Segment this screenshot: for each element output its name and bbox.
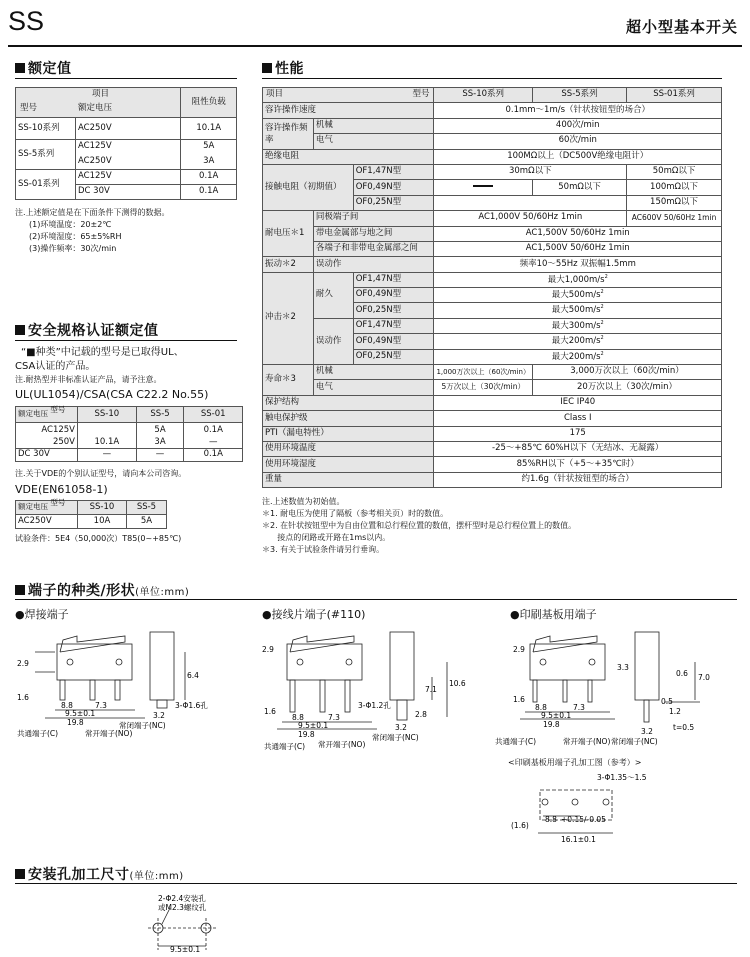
perf-label: 接触电阻（初期值） — [263, 164, 354, 210]
perf-label: 容许操作速度 — [263, 103, 434, 118]
perf-val: 最大$200m/s^2$ — [434, 334, 722, 349]
dim-label: 3-Φ1.2孔 — [358, 701, 391, 710]
perf-val: 150mΩ以下 — [627, 195, 722, 210]
rated-note: (3)操作频率：30次/min — [29, 244, 117, 253]
rated-h-item: 项目 — [92, 89, 110, 99]
perf-val: AC1,500V 50/60Hz 1min — [434, 226, 722, 241]
dim-label: 8.8 — [61, 701, 73, 710]
perf-val — [434, 195, 627, 210]
dim-label: 19.8 — [543, 720, 560, 729]
terminal-com — [533, 680, 537, 702]
terminal-com — [60, 680, 65, 700]
perf-table — [262, 87, 722, 488]
terminal-label-no: 常开端子(NO) — [563, 737, 611, 746]
dim-label: 2.9 — [262, 645, 274, 654]
safety-intro — [15, 346, 184, 374]
perf-val: AC1,000V 50/60Hz 1min — [434, 211, 627, 226]
dim-label: 3.2 — [153, 711, 165, 720]
side-view-body — [390, 632, 414, 700]
mount-hole-note: 2-Φ2.4安装孔 — [158, 894, 206, 903]
dim-label: 3-Φ1.6孔 — [175, 701, 208, 710]
terminal-label-nc: 常闭端子(NC) — [119, 721, 166, 730]
perf-label: 冲击＊2 — [263, 272, 314, 364]
perf-label: PTI（漏电特性） — [263, 426, 434, 441]
dim-label: 3-Φ1.35～1.5 — [597, 773, 647, 782]
safety-intro-note: 注.耐热型并非标准认证产品，请予注意。 — [15, 375, 162, 384]
side-view-terminal — [157, 700, 167, 708]
perf-sublabel: OF1,47N型 — [353, 318, 434, 333]
perf-val: 最大$200m/s^2$ — [434, 349, 722, 364]
perf-section-title: 性能 — [262, 58, 304, 78]
header-rule — [8, 45, 742, 47]
solder-terminal-drawing — [15, 622, 245, 747]
dim-label: t=0.5 — [673, 723, 695, 732]
perf-sublabel: OF1,47N型 — [353, 164, 434, 179]
rated-notes — [15, 207, 170, 255]
dim-label: 16.1±0.1 — [561, 835, 596, 844]
perf-val: 400次/min — [434, 118, 722, 133]
perf-sublabel: 机械 — [313, 365, 434, 380]
terminal-nc — [345, 680, 350, 712]
ul-voltage: DC 30V — [16, 449, 78, 462]
terminal-com — [290, 680, 295, 712]
perf-sublabel: 误动作 — [313, 318, 353, 364]
perf-sublabel: 耐久 — [313, 272, 353, 318]
series-code: SS — [8, 6, 45, 36]
terminal-label-com: 共通端子(C) — [17, 729, 59, 738]
switch-body — [287, 644, 362, 680]
perf-val: Class I — [434, 411, 722, 426]
side-view-terminal — [397, 700, 407, 720]
terminal-label-nc: 常闭端子(NC) — [611, 737, 658, 746]
dim-label: 9.5±0.1 — [65, 709, 96, 718]
perf-sublabel: OF0,49N型 — [353, 180, 434, 195]
rated-header-cell — [16, 88, 181, 118]
rated-load: 5A — [181, 140, 237, 155]
rated-rule — [15, 78, 237, 79]
dim-label: 2.9 — [513, 645, 525, 654]
perf-label: 触电保护级 — [263, 411, 434, 426]
ul-col: SS-5 — [136, 407, 184, 423]
perf-val: 1,000万次以上（60次/min） — [434, 365, 533, 380]
perf-sublabel: OF0,25N型 — [353, 349, 434, 364]
perf-col: SS-01系列 — [627, 88, 722, 103]
terminal-label-com: 共通端子(C) — [264, 742, 306, 751]
ul-val: 0.1A — [184, 449, 243, 462]
perf-val: 30mΩ以下 — [434, 164, 627, 179]
dim-label: 9.5±0.1 — [298, 721, 329, 730]
perf-note: ＊3. 有关于试验条件请另行垂询。 — [262, 545, 385, 554]
vde-col: SS-10 — [78, 501, 127, 515]
mount-hole-note: 或M2.3螺纹孔 — [158, 903, 207, 912]
dim-label: 3.2 — [395, 723, 407, 732]
vde-col: SS-5 — [126, 501, 166, 515]
rated-section-title: 额定值 — [15, 58, 72, 78]
mount-hole — [346, 659, 352, 665]
section-marker-icon — [15, 63, 25, 73]
dim-label: 0.6 — [676, 669, 688, 678]
terminal-label-no: 常开端子(NO) — [318, 740, 366, 749]
perf-val: 最大$1,000m/s^2$ — [434, 272, 722, 287]
side-view-body — [150, 632, 174, 700]
perf-val: 3,000万次以上（60次/min） — [532, 365, 721, 380]
perf-val: 50mΩ以下 — [532, 180, 626, 195]
dim-label: 3.2 — [641, 727, 653, 736]
dim-label: 0.5 — [661, 697, 673, 706]
dim-label: 10.6 — [449, 679, 466, 688]
mount-hole — [116, 659, 122, 665]
mount-hole — [297, 659, 303, 665]
dim-label: 1.6 — [513, 695, 525, 704]
perf-val: 5万次以上（30次/min） — [434, 380, 533, 395]
mount-section-title: 安装孔加工尺寸(单位:mm) — [15, 864, 184, 884]
perf-val: IEC IP40 — [434, 395, 722, 410]
perf-sublabel: 电气 — [313, 380, 434, 395]
dim-label: 7.1 — [425, 685, 437, 694]
ul-col: SS-10 — [78, 407, 137, 423]
rated-model: SS-10系列 — [16, 118, 76, 140]
rated-h-model: 型号 — [20, 103, 38, 113]
dim-label: 1.6 — [17, 693, 29, 702]
rated-load: 3A — [181, 155, 237, 170]
terminal-label-com: 共通端子(C) — [495, 737, 537, 746]
pcb-terminal-title: ●印刷基板用端子 — [510, 608, 597, 621]
dim-label: 2.9 — [17, 659, 29, 668]
terminal-label-nc: 常闭端子(NC) — [372, 733, 419, 742]
solder-terminal-title: ●焊接端子 — [15, 608, 69, 621]
rated-voltage: AC250V — [76, 118, 181, 140]
perf-val: 50mΩ以下 — [627, 164, 722, 179]
ul-val: 10.1A — [78, 423, 137, 449]
dim-label: 7.3 — [95, 701, 107, 710]
rated-table — [15, 87, 237, 200]
perf-label: 使用环境温度 — [263, 441, 434, 456]
mount-hole — [589, 659, 595, 665]
perf-sublabel: 误动作 — [313, 257, 434, 272]
dim-label: 6.4 — [187, 671, 199, 680]
perf-sublabel: OF0,25N型 — [353, 303, 434, 318]
perf-sublabel: OF0,25N型 — [353, 195, 434, 210]
rated-voltage: AC125V — [76, 140, 181, 155]
perf-val: 100MΩ以上（DC500V绝缘电阻计） — [434, 149, 722, 164]
ul-table — [15, 406, 243, 462]
rated-h-load: 阻性负载 — [181, 88, 237, 118]
terminal-no — [320, 680, 325, 712]
rated-model: SS-01系列 — [16, 170, 76, 200]
tab-terminal-title: ●接线片端子(#110) — [262, 608, 366, 621]
perf-sublabel: 各端子和非带电金属部之间 — [313, 241, 434, 256]
ul-val: 0.1A — — [184, 423, 243, 449]
mount-pitch-label: 9.5±0.1 — [170, 945, 201, 954]
perf-label: 绝缘电阻 — [263, 149, 434, 164]
pcb-hole-drawing — [505, 770, 665, 845]
dim-label: 8.8 — [535, 703, 547, 712]
tab-terminal-drawing — [262, 622, 492, 757]
safety-section-title: 安全规格认证额定值 — [15, 320, 159, 340]
rated-voltage: AC125V — [76, 170, 181, 185]
dim-label: 1.6 — [264, 707, 276, 716]
side-view-body — [635, 632, 659, 700]
perf-sublabel: OF1,47N型 — [353, 272, 434, 287]
perf-val: 最大$300m/s^2$ — [434, 318, 722, 333]
perf-sublabel: OF0,49N型 — [353, 334, 434, 349]
perf-note: ＊1. 耐电压为使用了隔板（参考相关页）时的数值。 — [262, 509, 449, 518]
ul-col: SS-01 — [184, 407, 243, 423]
dim-label: +0.15/-0.05 — [561, 815, 606, 824]
perf-label: 保护结构 — [263, 395, 434, 410]
perf-note: ＊2. 在针状按钮型中为自由位置和总行程位置的数值，摆杆型时是总行程位置上的数值。 — [262, 521, 577, 530]
terminals-rule — [15, 599, 737, 600]
rated-voltage: DC 30V — [76, 185, 181, 200]
section-marker-icon — [15, 869, 25, 879]
side-view-terminal — [644, 700, 649, 722]
rated-note: 注.上述额定值是在下面条件下测得的数据。 — [15, 208, 170, 217]
dim-label: 1.2 — [669, 707, 681, 716]
switch-body — [57, 644, 132, 680]
perf-note: 接点的闭路或开路在1ms以内。 — [262, 533, 391, 542]
dim-label: 2.8 — [415, 710, 427, 719]
perf-val: 175 — [434, 426, 722, 441]
mount-hole — [67, 659, 73, 665]
section-marker-icon — [15, 585, 25, 595]
dim-label: 7.3 — [328, 713, 340, 722]
dim-label: 3.3 — [617, 663, 629, 672]
ul-note: 注.关于VDE的个别认证型号，请向本公司咨询。 — [15, 469, 187, 478]
perf-val: 频率10～55Hz 双振幅1.5mm — [434, 257, 722, 272]
perf-sublabel: 电气 — [313, 134, 434, 149]
perf-note: 注.上述数值为初始值。 — [262, 497, 345, 506]
dim-label: (1.6) — [511, 821, 529, 830]
terminal-label-no: 常开端子(NO) — [85, 729, 133, 738]
safety-rule — [15, 340, 237, 341]
terminals-section-title: 端子的种类/形状(单位:mm) — [15, 580, 189, 600]
perf-val: 约1.6g（针状按钮型的场合） — [434, 472, 722, 487]
pcb-hole-title: <印刷基板用端子孔加工图（参考）> — [508, 758, 642, 767]
dim-label: 8.8 — [292, 713, 304, 722]
dim-label: 9.5±0.1 — [541, 711, 572, 720]
vde-val: 10A — [78, 515, 127, 529]
terminal-no — [90, 680, 95, 700]
terminal-nc — [588, 680, 592, 702]
rated-note: (2)环境湿度：65±5%RH — [29, 232, 122, 241]
perf-label: 寿命＊3 — [263, 365, 314, 396]
rated-note: (1)环境温度：20±2℃ — [29, 220, 112, 229]
perf-val: 最大$500m/s^2$ — [434, 303, 722, 318]
pcb-hole — [542, 799, 548, 805]
perf-val: 60次/min — [434, 134, 722, 149]
vde-table — [15, 500, 167, 529]
vde-val: 5A — [126, 515, 166, 529]
terminal-no — [563, 680, 567, 702]
rated-load: 10.1A — [181, 118, 237, 140]
perf-val: AC1,500V 50/60Hz 1min — [434, 241, 722, 256]
vde-header-cell: 额定电压 型号 — [16, 501, 78, 515]
vde-voltage: AC250V — [16, 515, 78, 529]
pcb-hole — [572, 799, 578, 805]
perf-label: 耐电压＊1 — [263, 211, 314, 257]
vde-title: VDE(EN61058-1) — [15, 483, 108, 496]
perf-val: 20万次以上（30次/min） — [532, 380, 721, 395]
ul-val: 5A 3A — [136, 423, 184, 449]
rated-h-voltage: 额定电压 — [78, 103, 113, 113]
dim-label: 8.8 — [545, 815, 557, 824]
perf-sublabel: 机械 — [313, 118, 434, 133]
mount-hole — [540, 659, 546, 665]
pcb-terminal-drawing — [495, 622, 740, 752]
dim-label: 7.3 — [573, 703, 585, 712]
rated-load: 0.1A — [181, 170, 237, 185]
rated-load: 0.1A — [181, 185, 237, 200]
perf-val: -25～+85℃ 60%H以下（无结冰、无凝露） — [434, 441, 722, 456]
perf-label: 使用环境湿度 — [263, 457, 434, 472]
perf-label: 容许操作频率 — [263, 118, 314, 149]
ul-title: UL(UL1054)/CSA(CSA C22.2 No.55) — [15, 388, 209, 401]
perf-sublabel: 带电金属部与地之间 — [313, 226, 434, 241]
perf-sublabel: OF0,49N型 — [353, 288, 434, 303]
perf-val: 0.1mm～1m/s（针状按钮型的场合） — [434, 103, 722, 118]
section-marker-icon — [15, 325, 25, 335]
perf-header-cell: 项目 型号 — [263, 88, 434, 103]
rated-voltage: AC250V — [76, 155, 181, 170]
perf-val-dash — [434, 180, 533, 195]
perf-col: SS-5系列 — [532, 88, 626, 103]
safety-intro-line: CSA认证的产品。 — [15, 361, 96, 372]
dim-label: 19.8 — [298, 730, 315, 739]
ul-header-cell: 额定电压 型号 — [16, 407, 78, 423]
terminal-nc — [115, 680, 120, 700]
perf-notes — [262, 496, 576, 556]
pcb-hole — [603, 799, 609, 805]
perf-val: 100mΩ以下 — [627, 180, 722, 195]
perf-label: 重量 — [263, 472, 434, 487]
rated-model: SS-5系列 — [16, 140, 76, 170]
switch-body — [530, 644, 605, 680]
ul-voltage: AC125V 250V — [16, 423, 78, 449]
page-title: 超小型基本开关 — [625, 18, 738, 36]
mount-rule — [15, 883, 737, 884]
perf-val: AC600V 50/60Hz 1min — [627, 211, 722, 226]
section-marker-icon — [262, 63, 272, 73]
dash-mark — [473, 185, 493, 187]
dim-label: 7.0 — [698, 673, 710, 682]
perf-sublabel: 同极端子间 — [313, 211, 434, 226]
ul-val: — — [78, 449, 137, 462]
perf-rule — [262, 78, 722, 79]
perf-label: 振动＊2 — [263, 257, 314, 272]
safety-intro-line: “■种类”中记载的型号是已取得UL、 — [21, 347, 184, 358]
mount-hole-drawing — [140, 888, 260, 954]
perf-val: 最大$500m/s^2$ — [434, 288, 722, 303]
test-condition: 试验条件：5E4（50,000次）T85(0~+85℃) — [15, 534, 182, 543]
perf-col: SS-10系列 — [434, 88, 533, 103]
ul-val: — — [136, 449, 184, 462]
perf-val: 85%RH以下（+5～+35℃时） — [434, 457, 722, 472]
dim-label: 19.8 — [67, 718, 84, 727]
